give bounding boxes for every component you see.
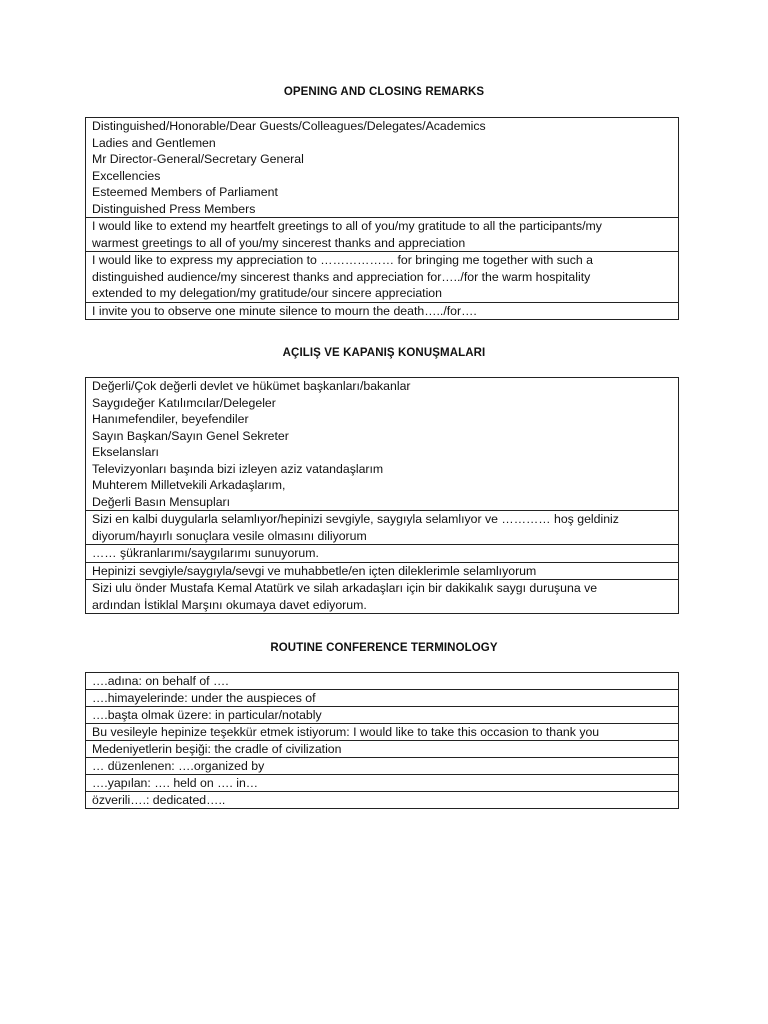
table-cell	[86, 758, 679, 775]
text-line: ….başta olmak üzere: in particular/notably	[92, 708, 322, 722]
table-row	[86, 118, 679, 218]
table-row	[86, 724, 679, 741]
text-line: Esteemed Members of Parliament	[92, 185, 278, 199]
text-line: Sayın Başkan/Sayın Genel Sekreter	[92, 428, 289, 443]
table-cell	[86, 252, 679, 303]
text-line: Distinguished/Honorable/Dear Guests/Colleagues/Delegates/Academics	[92, 119, 486, 133]
table-row	[86, 673, 679, 690]
table-cell	[86, 218, 679, 252]
text-line: Değerli/Çok değerli devlet ve hükümet başkanları/bakanlar	[92, 379, 411, 393]
text-line: …… şükranlarımı/saygılarımı sunuyorum.	[92, 546, 319, 560]
table-cell	[86, 511, 679, 545]
text-line: Televizyonları başında bizi izleyen aziz vatandaşlarım	[92, 461, 384, 476]
text-line: Saygıdeğer Katılımcılar/Delegeler	[92, 395, 276, 410]
text-line: extended to my delegation/my gratitude/our sincere appreciation	[92, 286, 442, 300]
table-row	[86, 545, 679, 563]
text-line: ….yapılan: …. held on …. in…	[92, 776, 259, 790]
table-row	[86, 580, 679, 614]
section-title-routine-terminology: ROUTINE CONFERENCE TERMINOLOGY	[270, 642, 498, 654]
opening-closing-table	[85, 117, 679, 320]
text-line: diyorum/hayırlı sonuçlara vesile olmasını diliyorum	[92, 528, 367, 543]
text-line: Hepinizi sevgiyle/saygıyla/sevgi ve muhabbetle/en içten dileklerimle selamlıyorum	[92, 563, 537, 578]
table-cell	[86, 378, 679, 511]
text-line: Hanımefendiler, beyefendiler	[92, 412, 249, 426]
table-row	[86, 511, 679, 545]
text-line: … düzenlenen: ….organized by	[92, 759, 265, 773]
text-line: Medeniyetlerin beşiği: the cradle of civilization	[92, 742, 342, 756]
table-cell	[86, 580, 679, 614]
table-row	[86, 707, 679, 724]
text-line: Muhterem Milletvekili Arkadaşlarım,	[92, 478, 286, 492]
text-line: ardından İstiklal Marşını okumaya davet ediyorum.	[92, 597, 367, 612]
table-cell	[86, 562, 679, 580]
text-line: özverili….: dedicated…..	[92, 793, 226, 807]
section-title-acilis-kapanis: AÇILIŞ VE KAPANIŞ KONUŞMALARI	[282, 347, 486, 359]
acilis-kapanis-table	[85, 377, 679, 614]
text-line: Sizi en kalbi duygularla selamlıyor/hepinizi sevgiyle, saygıyla selamlıyor ve ………… hoş geldiniz	[92, 512, 619, 526]
text-line: Değerli Basın Mensupları	[92, 494, 231, 509]
table-cell	[86, 792, 679, 809]
text-line: Mr Director-General/Secretary General	[92, 152, 304, 166]
table-cell	[86, 724, 679, 741]
text-line: Excellencies	[92, 168, 161, 183]
text-line: I would like to express my appreciation to ……………… for bringing me together with such a	[92, 253, 593, 267]
table-row	[86, 690, 679, 707]
text-line: Ekselansları	[92, 445, 159, 459]
table-cell	[86, 118, 679, 218]
table-row	[86, 252, 679, 303]
table-cell	[86, 690, 679, 707]
section-title-opening-closing: OPENING AND CLOSING REMARKS	[283, 86, 485, 98]
table-row	[86, 562, 679, 580]
text-line: Distinguished Press Members	[92, 201, 256, 216]
text-line: Sizi ulu önder Mustafa Kemal Atatürk ve silah arkadaşları için bir dakikalık saygı duruşuna ve	[92, 581, 598, 595]
table-row	[86, 302, 679, 320]
table-row	[86, 758, 679, 775]
table-row	[86, 741, 679, 758]
text-line: Bu vesileyle hepinize teşekkür etmek istiyorum: I would like to take this occasion to thank you	[92, 725, 600, 739]
table-row	[86, 792, 679, 809]
text-line: distinguished audience/my sincerest thanks and appreciation for…../for the warm hospitality	[92, 269, 591, 284]
table-cell	[86, 741, 679, 758]
table-cell	[86, 775, 679, 792]
table-cell	[86, 673, 679, 690]
table-cell	[86, 707, 679, 724]
text-line: I would like to extend my heartfelt greetings to all of you/my gratitude to all the participants/my	[92, 219, 602, 233]
text-line: I invite you to observe one minute silence to mourn the death…../for….	[92, 303, 477, 318]
text-line: warmest greetings to all of you/my sincerest thanks and appreciation	[92, 235, 466, 250]
text-line: ….adına: on behalf of ….	[92, 674, 229, 688]
table-cell	[86, 302, 679, 320]
table-row	[86, 378, 679, 511]
table-row	[86, 775, 679, 792]
text-line: ….himayelerinde: under the auspieces of	[92, 691, 316, 705]
table-row	[86, 218, 679, 252]
text-line: Ladies and Gentlemen	[92, 135, 216, 150]
table-cell	[86, 545, 679, 563]
routine-terminology-table	[85, 672, 679, 809]
